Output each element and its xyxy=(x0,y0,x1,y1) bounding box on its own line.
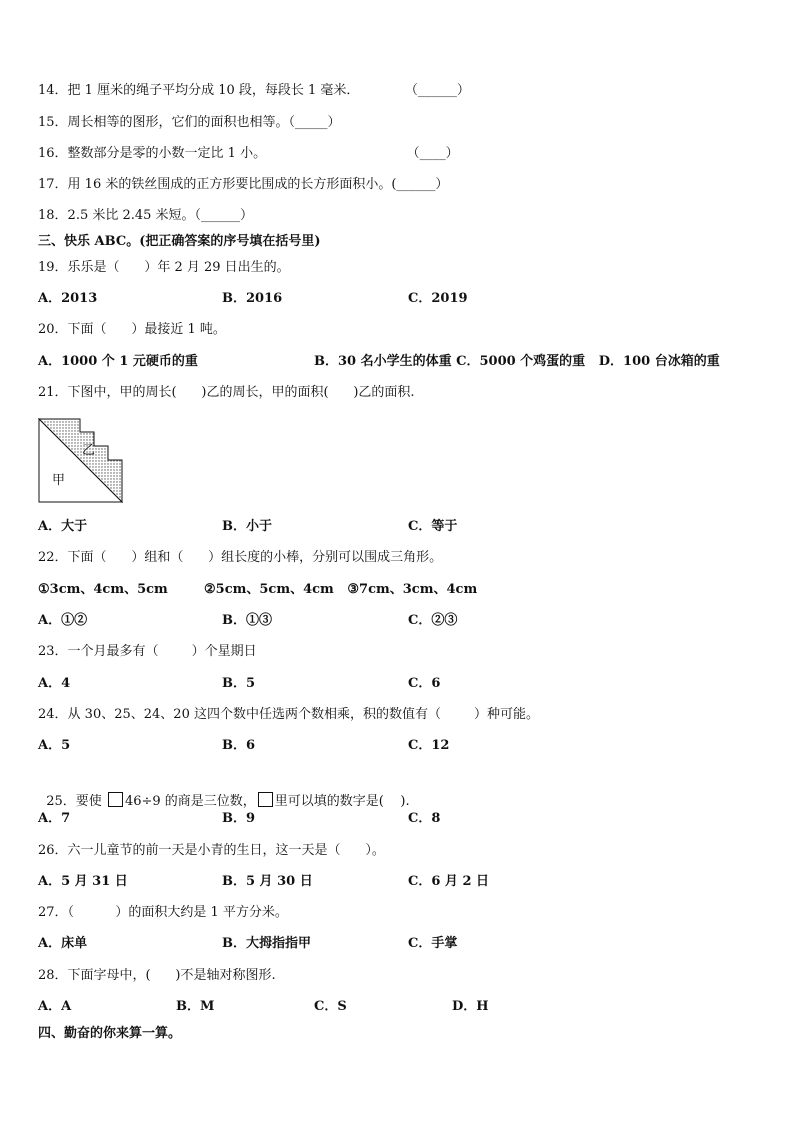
q22-stick-groups: ①3cm、4cm、5cm ②5cm、5cm、4cm ③7cm、3cm、4cm xyxy=(38,582,478,597)
q27-option-b: B．大拇指指甲 xyxy=(222,936,311,951)
q25-option-c: C．8 xyxy=(408,811,441,826)
q25-text-a: 25．要使 xyxy=(46,794,106,809)
q23-option-c: C．6 xyxy=(408,676,441,691)
q26-option-a: A．5 月 31 日 xyxy=(38,874,128,889)
q23-option-a: A．4 xyxy=(38,676,71,691)
label-yi: 乙 xyxy=(82,443,96,458)
question-22: 22．下面（ ）组和（ ）组长度的小棒，分别可以围成三角形。 xyxy=(38,550,443,565)
q21-option-b: B．小于 xyxy=(222,519,272,534)
q27-option-a: A．床单 xyxy=(38,936,88,951)
q21-option-a: A．大于 xyxy=(38,519,88,534)
q20-option-bcd: B．30 名小学生的体重 C．5000 个鸡蛋的重 D．100 台冰箱的重 xyxy=(314,354,720,369)
q22-option-a: A．①② xyxy=(38,613,88,628)
q22-option-b: B．①③ xyxy=(222,613,272,628)
blank-box xyxy=(108,792,123,807)
q25-text-c: 里可以填的数字是( ). xyxy=(274,794,410,809)
question-17: 17．用 16 米的铁丝围成的正方形要比围成的长方形面积小。(______） xyxy=(38,177,449,192)
section-3-heading: 三、快乐 ABC。(把正确答案的序号填在括号里) xyxy=(38,234,321,249)
question-18: 18．2.5 米比 2.45 米短。（______） xyxy=(38,208,254,223)
question-14: 14．把 1 厘米的绳子平均分成 10 段，每段长 1 毫米． （______） xyxy=(38,83,470,98)
question-16: 16．整数部分是零的小数一定比 1 小。 （____） xyxy=(38,146,459,161)
q25-option-b: B．9 xyxy=(222,811,256,826)
label-jia: 甲 xyxy=(52,473,66,488)
q24-option-c: C．12 xyxy=(408,738,450,753)
q26-option-c: C．6 月 2 日 xyxy=(408,874,490,889)
q28-option-d: D．H xyxy=(452,999,489,1014)
question-19: 19．乐乐是（ ）年 2 月 29 日出生的。 xyxy=(38,260,290,275)
q27-option-c: C．手掌 xyxy=(408,936,458,951)
section-4-heading: 四、勤奋的你来算一算。 xyxy=(38,1026,182,1041)
question-20: 20．下面（ ）最接近 1 吨。 xyxy=(38,322,226,337)
question-28: 28．下面字母中，( )不是轴对称图形. xyxy=(38,968,276,983)
q19-option-b: B．2016 xyxy=(222,291,283,306)
q25-text-b: 46÷9 的商是三位数， xyxy=(124,794,256,809)
q28-option-b: B．M xyxy=(176,999,215,1014)
q20-option-a: A．1000 个 1 元硬币的重 xyxy=(38,354,198,369)
q21-option-c: C．等于 xyxy=(408,519,458,534)
question-24: 24．从 30、25、24、20 这四个数中任选两个数相乘，积的数值有（ ）种可能。 xyxy=(38,707,540,722)
blank-box-2 xyxy=(258,792,273,807)
q23-option-b: B．5 xyxy=(222,676,256,691)
question-27: 27．（ ）的面积大约是 1 平方分米。 xyxy=(38,905,288,920)
q25-option-a: A．7 xyxy=(38,811,71,826)
q28-option-c: C．S xyxy=(314,999,347,1014)
q24-option-a: A．5 xyxy=(38,738,71,753)
question-15: 15．周长相等的图形，它们的面积也相等。（_____） xyxy=(38,115,341,130)
q19-option-a: A．2013 xyxy=(38,291,98,306)
q28-option-a: A．A xyxy=(38,999,72,1014)
q24-option-b: B．6 xyxy=(222,738,256,753)
question-21-figure xyxy=(38,418,124,508)
question-25 xyxy=(38,774,410,811)
q19-option-c: C．2019 xyxy=(408,291,468,306)
q22-option-c: C．②③ xyxy=(408,613,458,628)
question-23: 23．一个月最多有（ ）个星期日 xyxy=(38,644,257,659)
q26-option-b: B．5 月 30 日 xyxy=(222,874,313,889)
question-26: 26．六一儿童节的前一天是小青的生日，这一天是（ ）。 xyxy=(38,843,385,858)
question-21: 21．下图中，甲的周长( )乙的周长，甲的面积( )乙的面积. xyxy=(38,385,415,400)
